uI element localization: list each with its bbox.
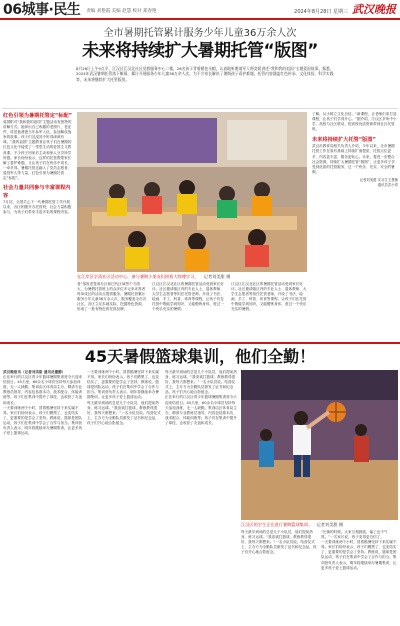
story2-text-3b: 正在举行的江汉区青少年篮球暑期集训营今天迎来结营日。45天里，60余名小球员坚持每天参加训练，无一人缺勤。集训由区体育局主办，聘请专业教练员指导，内容包括基本功、战术配合、体能训练等。孩子们在集训中提升了球技，也收获了友谊和成长。 <box>165 395 237 425</box>
story2-column-5 <box>321 530 398 622</box>
newspaper-logo: 武汉晚报 <box>352 3 396 16</box>
issue-date: 2024年8月28日 星期三 <box>294 8 348 15</box>
story1-column-3b <box>231 282 307 340</box>
story1-text-2: 者“邹姓老是谁办区和巴代区域等个方面大，为暑假托管班上的众多位多元来评准者每单成区的活动点提供服务。暑期托管累计服务少年儿童36万余人次，服务覆盖全市各社区，各区立足本地实际，挖掘特色资源，形成了一批有特色的托管品牌。 <box>77 282 147 312</box>
subhead-red-guidance: 红色引领为暑期托管定“标配” <box>3 113 73 119</box>
caption-credit-2: 记者刘美甜 摄 <box>316 522 344 527</box>
story1-text-4: 了解，从小树立文化自信。“新课程，让老师们来打造课程，让孩子们学得开心。”据介绍，江汉区多所中小学、高校与社区联动，把高校优质资源带到社区托管班。 <box>312 112 397 132</box>
page-masthead <box>0 0 400 20</box>
story1-column-4 <box>312 112 398 340</box>
story1-text-1b: 7月初，全国关心下一代暑期托管工作开展以来，各区相继开办托管班，社会力量积极参与，为孩子们带来丰富多彩的课程内容。 <box>3 200 72 215</box>
story2-column-2 <box>87 370 161 622</box>
story1-photo <box>77 112 307 272</box>
story2-photo-caption <box>241 522 398 527</box>
section-title: 06城事·民生 <box>3 2 81 18</box>
story2-text-4: 每天最早到场的总是几个小队员，他们提前热身、练习运球。“我喜欢打篮球，教练教得很好，我每天都想来。”一名小队员说。结营仪式上，主办方为全勤队员颁发了证书和纪念品，孩子们开心地合影留念。 <box>241 530 317 555</box>
story1-text-4b: 武汉市教育局相关负责人介绍，今年以来，全市暑期托管工作在原有基础上持续扩面提质，托管点位更多、内容更丰富、服务更贴心。未来，将进一步整合社会资源，持续扩大暑期托管“版图”，让更多孩子享受到优质的托管服务，过一个快乐、充实、安全的暑假。 <box>312 144 395 174</box>
story1-column-2 <box>77 282 147 340</box>
story2-headline: 45天暑假篮球集训，他们全勤！ <box>84 347 316 366</box>
story1-photo-caption <box>77 274 307 279</box>
story2-byline: 武汉晚报讯（记者刘美甜 通讯员董静） <box>3 370 66 374</box>
story1-column-3 <box>152 282 226 340</box>
editor-credits: 责编 刘艳霞 美编 赵慧 校对 郑春艳 <box>86 9 157 14</box>
subhead-social-forces: 社会力量共同参与丰富课程内容 <box>3 185 71 200</box>
classroom-photo-illustration <box>77 112 307 272</box>
story1-kicker: 全市暑期托管累计服务少年儿童36万余人次 <box>103 28 297 39</box>
story2-text-1: 正在举行的江汉区青少年篮球暑期集训营今天迎来结营日。45天里，60余名小球员坚持每天参加训练，无一人缺勤。集训由区体育局主办，聘请专业教练员指导，内容包括基本功、战术配合、体能训练等。孩子们在集训中提升了球技，也收获了友谊和成长。 <box>3 375 83 405</box>
basketball-photo-illustration <box>241 370 398 520</box>
story1-credit-1: 记者刘美甜 实习生王慧敏 <box>359 177 398 182</box>
story2-column-1 <box>3 370 83 622</box>
story2-column-4 <box>241 530 317 622</box>
story2-text-3: 每天最早到场的总是几个小队员，他们提前热身、练习运球。“我喜欢打篮球，教练教得很好，我每天都想来。”一名小队员说。结营仪式上，主办方为全勤队员颁发了证书和纪念品，孩子们开心地合影留念。 <box>165 370 237 395</box>
story2-text-5b: 一天要训练两个小时，冒着酷暑坚持下来实属不易。家长们纷纷表示，孩子们晒黑了，也变结实了，更重要的是学会了坚持。教练说，篮球是团队运动，孩子们在集训中学会了合作与担当。集训营负责人表示，明年将继续举办暑期集训，让更多孩子爱上篮球运动。 <box>321 540 397 570</box>
story1-lead: 8月26日上午9点半，江汉区江汉北社区党群服务中心二楼，26名孩子背着暖色头帽，认真地听邀请军人师竞娱讲述“我和我的祖国”主题爱国故事。据悉，2024年武汉暑期托管落下帷幕，累计开展服务少年儿童36万余人次，为不少家长解决了暑期孩子看护难题。托管内容涵盖红色传承、文化体验、科学实践等，未来将继续扩大托管版图。 <box>76 66 334 82</box>
story2-text-2: 一天要训练两个小时，冒着酷暑坚持下来实属不易。家长们纷纷表示，孩子们晒黑了，也变结实了，更重要的是学会了坚持。教练说，篮球是团队运动，孩子们在集训中学会了合作与担当。集训营负责人表示，明年将继续举办暑期集训，让更多孩子爱上篮球运动。 <box>87 370 159 400</box>
caption-credit: 记者刘美甜 摄 <box>203 274 231 279</box>
story1-text-3: 江汉区江汉北社区的暑期托管活动受到家长好评。社区邀请辖区内的专业人士、退休教师、大学生志愿者等担任托管老师，开设了书法、绘画、手工、科普、体育等课程，让孩子们在托管中既能学到知识，又能锻炼身体，度过一个快乐充实的暑假。 <box>152 282 224 312</box>
divider <box>2 108 398 109</box>
story1-column-1 <box>3 112 73 342</box>
story2-column-3 <box>165 370 237 622</box>
caption-text: 在江岸区学清社区活动中心，参与暑期小朋友们围着大师傅学习。 <box>77 274 199 279</box>
caption-text-2: 江汉区的学生正在进行暑期篮球集训。 <box>241 522 313 527</box>
story1-text-1: 莫国彬对“我和我的祖国”主题活动有独特的讲解方式。她拿出自己收藏的老照片、老证件，讲述他爸爸当年参军入伍、参加解放战争的故事。孩子们沉浸其中听得津津有味。“我的祖国”主题教育让孩子们在暑期的红色文化中接受了一堂堂生动的爱国主义教育课。不少孩子回家后主动和家人分享所学所感。家长纷纷表示，这样的托管既帮家长解了看护难题，又让孩子们在快乐中成长，一举多得。暑期托管还融入了党员志愿者、退役军人等力量，红色引领为暑期托管定“标配”。 <box>3 120 72 181</box>
story1-text-3b: 江汉区江汉北社区的暑期托管活动受到家长好评。社区邀请辖区内的专业人士、退休教师、大学生志愿者等担任托管老师，开设了书法、绘画、手工、科普、体育等课程，让孩子们在托管中既能学到知识，又能锻炼身体，度过一个快乐充实的暑假。 <box>231 282 307 312</box>
story2-text-5: “比赛的时候，大家互相鼓励，输了也不气馁。”一名家长说，孩子变得更自信了。 <box>321 530 388 540</box>
subhead-expand-future: 未来将持续扩大托管“版图” <box>312 137 376 144</box>
story2-text-1b: 一天要训练两个小时，冒着酷暑坚持下来实属不易。家长们纷纷表示，孩子们晒黑了，也变结实了，更重要的是学会了坚持。教练说，篮球是团队运动，孩子们在集训中学会了合作与担当。集训营负责人表示，明年将继续举办暑期集训，让更多孩子爱上篮球运动。 <box>3 405 83 436</box>
story1-headline: 未来将持续扩大暑期托管“版图” <box>82 41 318 61</box>
story1-credit-2: 通讯员武小青 <box>377 182 398 187</box>
story2-text-2b: 每天最早到场的总是几个小队员，他们提前热身、练习运球。“我喜欢打篮球，教练教得很好，我每天都想来。”一名小队员说。结营仪式上，主办方为全勤队员颁发了证书和纪念品，孩子们开心地合影留念。 <box>87 400 161 425</box>
story2-photo <box>241 370 398 520</box>
